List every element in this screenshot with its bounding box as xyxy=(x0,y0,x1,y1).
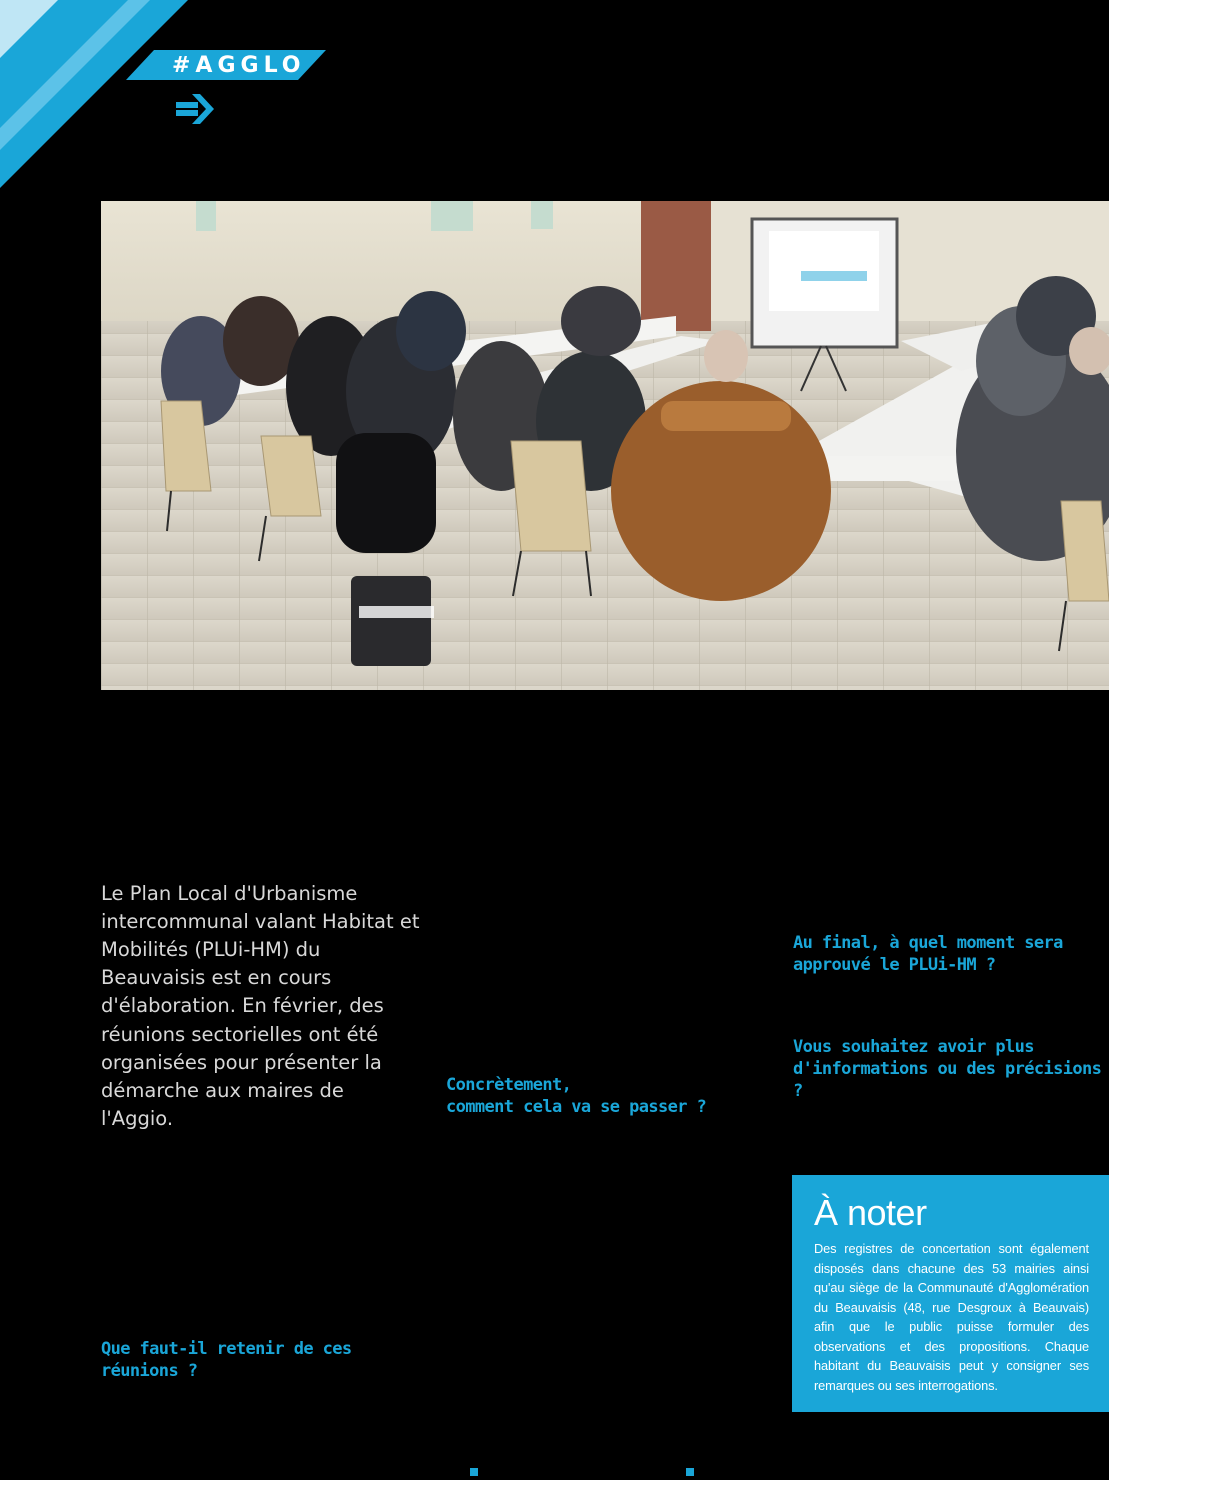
question-concretement: Concrètement, comment cela va se passer ? xyxy=(446,1075,707,1117)
section-tag xyxy=(126,50,326,80)
arrow-right-icon xyxy=(176,94,216,124)
note-box xyxy=(792,1175,1109,1412)
question-retenir: Que faut-il retenir de ces réunions ? xyxy=(101,1339,352,1381)
corner-decoration xyxy=(0,0,190,190)
question-informations: Vous souhaitez avoir plus d'informations ou des précisions ? xyxy=(793,1037,1102,1101)
question-final: Au final, à quel moment sera approuvé le PLUi-HM ? xyxy=(793,933,1063,975)
section-tag-label: #AGGLO xyxy=(172,53,306,78)
meeting-room-photo xyxy=(101,201,1109,690)
note-body: Des registres de concertation sont également disposés dans chacune des 53 mairies ainsi qu'au siège de la Communauté d'Agglomération du Beauvaisis (48, rue Desgroux à Beauvais) afin que le public puisse formuler des observations et des propositions. Chaque habitant du Beauvaisis peut y consigner ses remarques ou ses interrogations. xyxy=(814,1241,1089,1393)
intro-paragraph: Le Plan Local d'Urbanisme intercommunal valant Habitat et Mobilités (PLUi-HM) du Beauvaisis est en cours d'élaboration. En février, des réunions sectorielles ont été organisées pour présenter la démarche aux maires de l'Aggio. xyxy=(101,881,420,1131)
page-marker-right xyxy=(686,1468,694,1476)
page-marker-left xyxy=(470,1468,478,1476)
note-title: À noter xyxy=(814,1192,927,1233)
